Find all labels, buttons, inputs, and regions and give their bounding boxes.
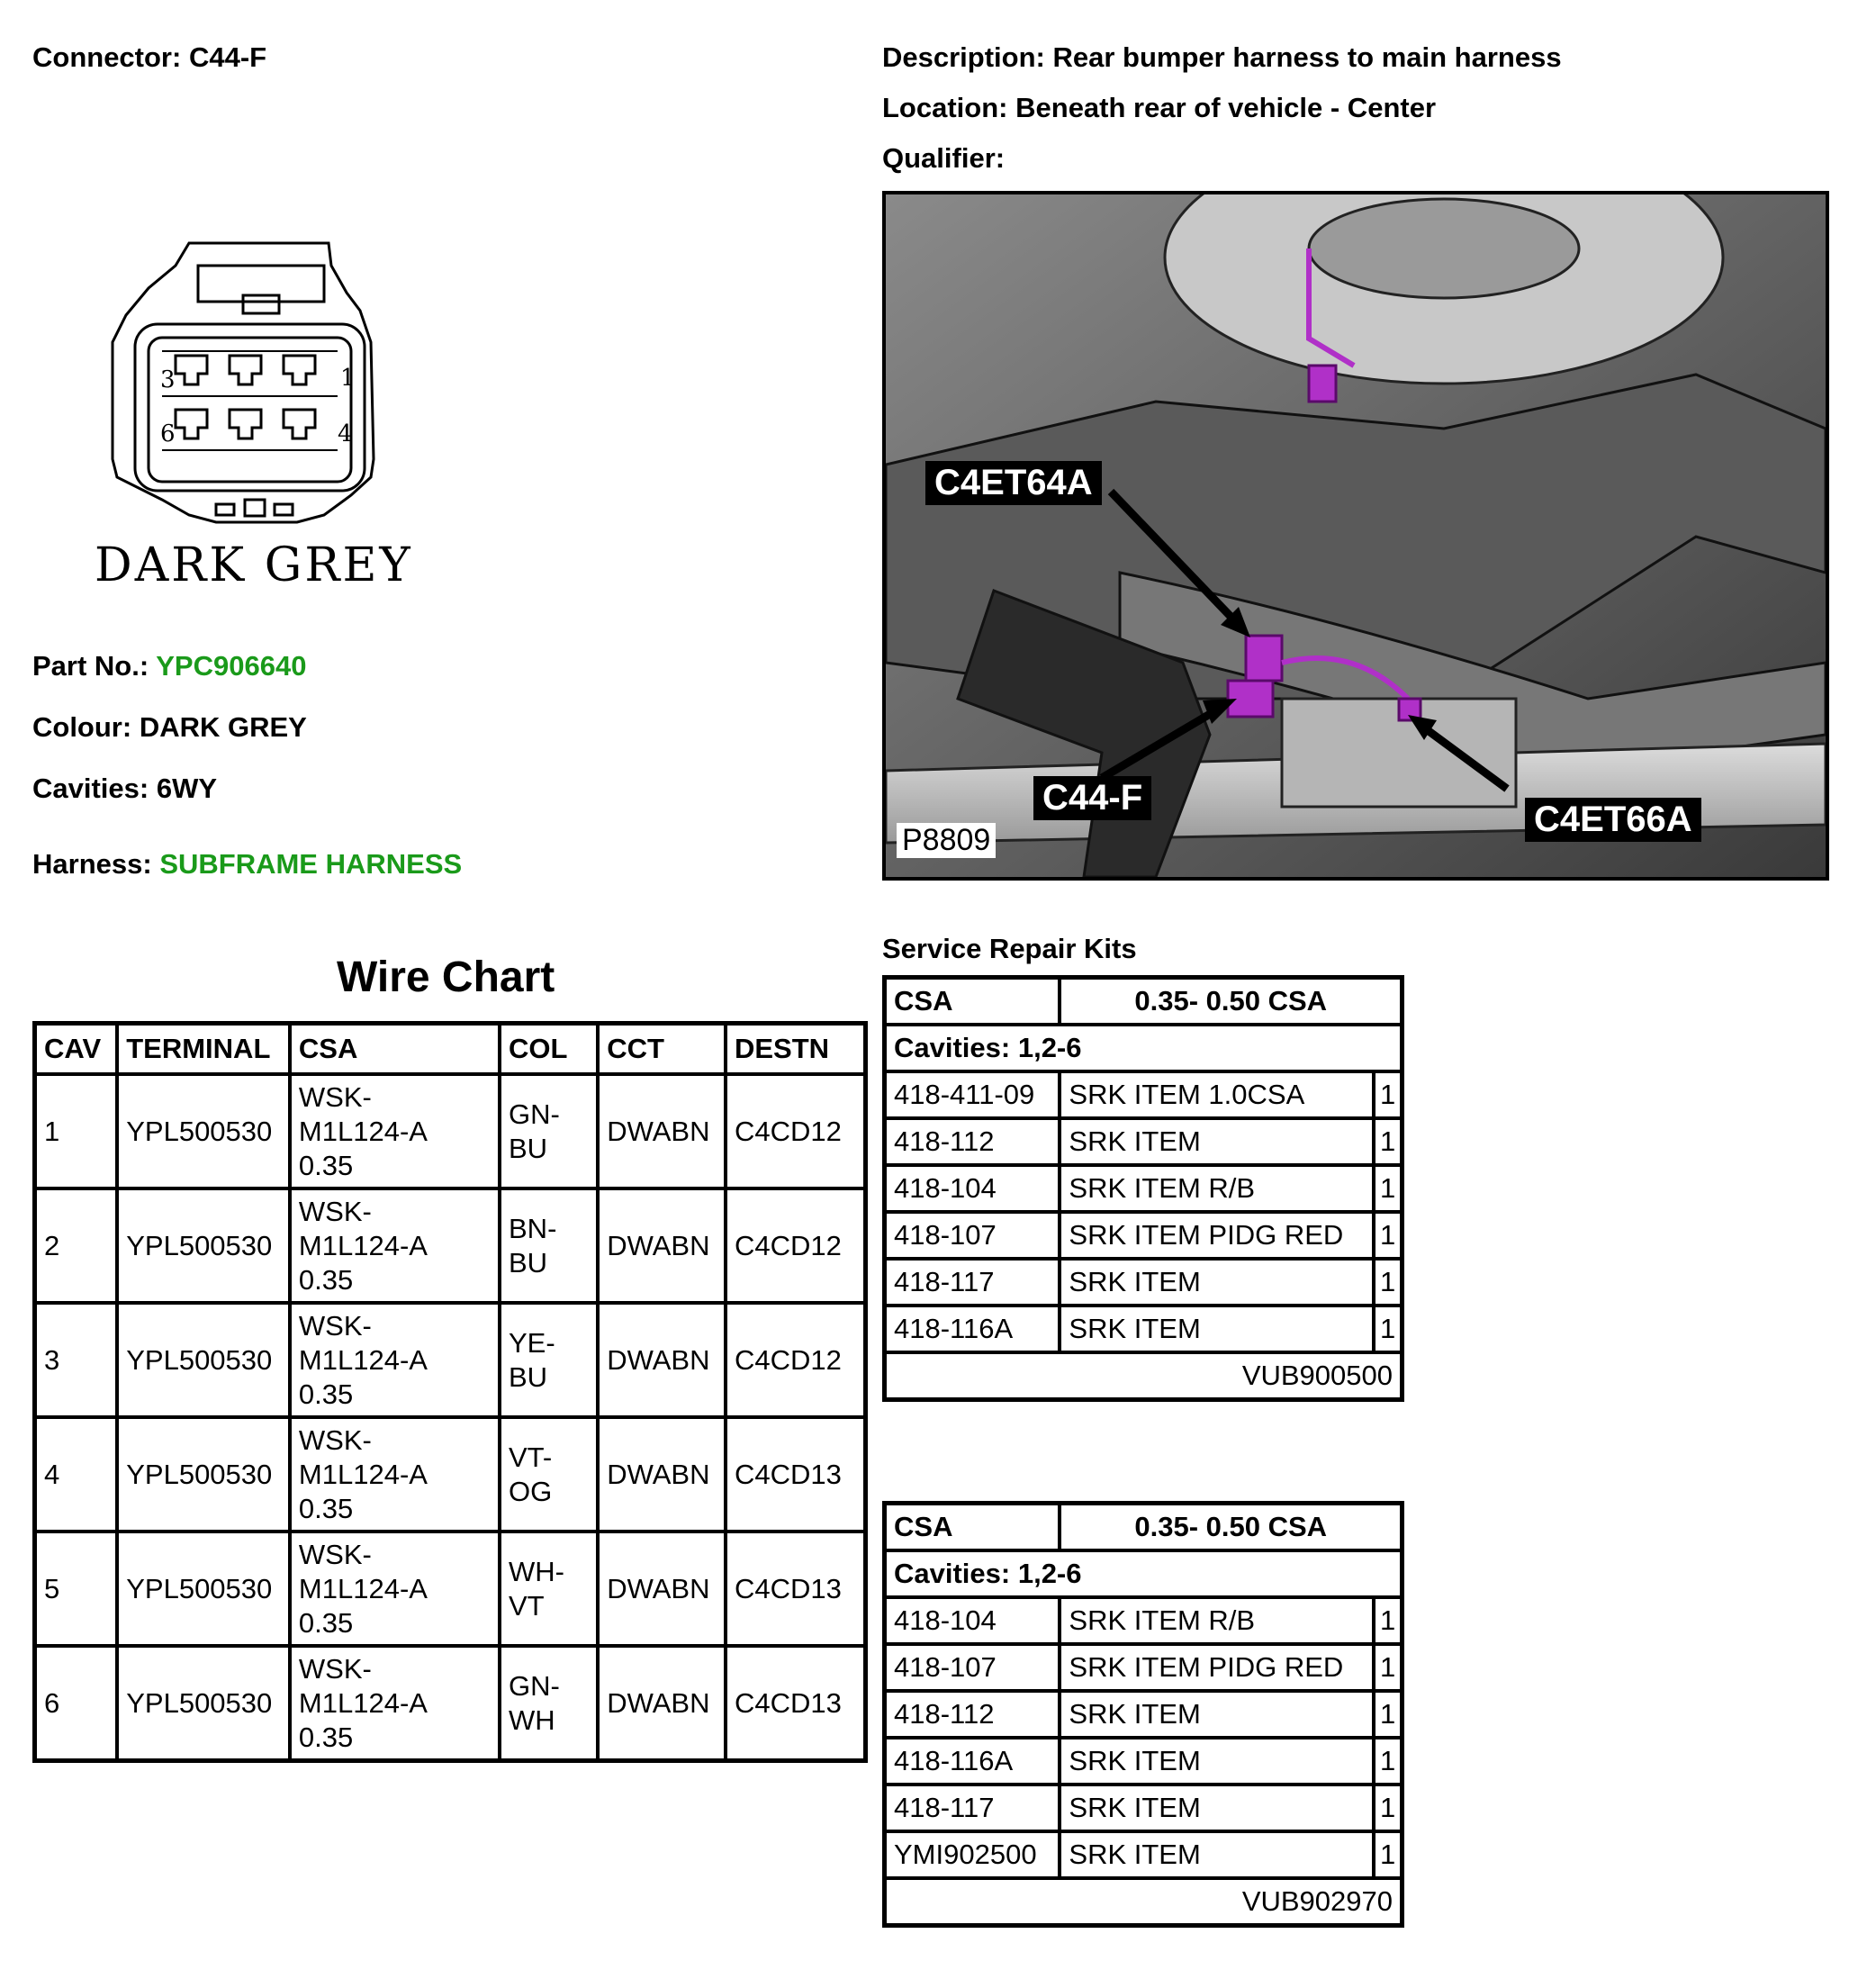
key-slot-center [245, 500, 265, 516]
cct-cell: DWABN [598, 1303, 726, 1417]
destn-cell: C4CD13 [726, 1417, 866, 1532]
table-row [885, 1118, 1403, 1165]
wire-chart-header-row [35, 1024, 866, 1075]
csa-cell: WSK- M1L124-A 0.35 [290, 1646, 500, 1761]
col-cell: VT- OG [500, 1417, 598, 1532]
connector-heading [32, 41, 266, 74]
kit-desc-cell: SRK ITEM [1060, 1738, 1374, 1785]
wire-chart-table [32, 1021, 868, 1763]
kit-number: VUB902970 [885, 1878, 1403, 1926]
cav-cell: 5 [35, 1532, 118, 1646]
cavities-line [32, 773, 217, 805]
cavity-terminals [162, 351, 338, 450]
table-row [885, 1071, 1403, 1118]
connector-label: Connector: [32, 41, 182, 73]
cav-cell: 4 [35, 1417, 118, 1532]
kit-csa-value: 0.35- 0.50 CSA [1060, 978, 1402, 1026]
csa-cell: WSK- M1L124-A 0.35 [290, 1417, 500, 1532]
csa-cell: WSK- M1L124-A 0.35 [290, 1303, 500, 1417]
connector-value: C44-F [188, 41, 267, 73]
table-row [35, 1417, 866, 1532]
terminal-cell: YPL500530 [117, 1417, 290, 1532]
terminal-cell: YPL500530 [117, 1188, 290, 1303]
table-row [885, 1259, 1403, 1306]
kit-cavities-row [885, 1025, 1403, 1071]
colour-line [32, 711, 307, 744]
destn-cell: C4CD12 [726, 1303, 866, 1417]
kit-qty-cell: 1 [1374, 1644, 1402, 1691]
table-row [35, 1532, 866, 1646]
cavities-value: 6WY [156, 773, 218, 804]
location-line [882, 92, 1436, 124]
cct-cell: DWABN [598, 1417, 726, 1532]
part-no-link[interactable]: YPC906640 [156, 650, 307, 682]
csa-cell: WSK- M1L124-A 0.35 [290, 1074, 500, 1188]
destn-cell: C4CD13 [726, 1646, 866, 1761]
kit-part-cell: 418-104 [885, 1597, 1060, 1644]
kit-qty-cell: 1 [1374, 1118, 1402, 1165]
kit-part-cell: 418-112 [885, 1118, 1060, 1165]
cav-cell: 2 [35, 1188, 118, 1303]
csa-cell: WSK- M1L124-A 0.35 [290, 1188, 500, 1303]
callout-c4et64a: C4ET64A [925, 461, 1102, 505]
callout-c4et66a: C4ET66A [1525, 798, 1701, 842]
part-no-line [32, 650, 306, 682]
table-row [35, 1074, 866, 1188]
table-row [885, 1691, 1403, 1738]
column-header-terminal: TERMINAL [117, 1024, 290, 1075]
destn-cell: C4CD12 [726, 1188, 866, 1303]
kit-part-cell: YMI902500 [885, 1831, 1060, 1878]
kit-cavities: Cavities: 1,2-6 [885, 1025, 1403, 1071]
table-row [885, 1644, 1403, 1691]
kit-part-cell: 418-411-09 [885, 1071, 1060, 1118]
kit-part-cell: 418-107 [885, 1644, 1060, 1691]
colour-label: Colour: [32, 711, 132, 743]
kit-qty-cell: 1 [1374, 1597, 1402, 1644]
kit-part-cell: 418-117 [885, 1785, 1060, 1831]
location-image [882, 191, 1829, 881]
table-row [885, 1597, 1403, 1644]
kit-part-cell: 418-116A [885, 1738, 1060, 1785]
kit-csa-row [885, 978, 1403, 1026]
col-cell: YE- BU [500, 1303, 598, 1417]
connector-colour-text: DARK GREY [95, 538, 413, 592]
location-image-drawing [886, 194, 1826, 877]
harness-label: Harness: [32, 848, 152, 880]
kit-desc-cell: SRK ITEM 1.0CSA [1060, 1071, 1374, 1118]
table-row [885, 1165, 1403, 1212]
col-cell: BN- BU [500, 1188, 598, 1303]
kit-part-cell: 418-104 [885, 1165, 1060, 1212]
kit-qty-cell: 1 [1374, 1071, 1402, 1118]
key-slot-right [275, 504, 293, 515]
cct-cell: DWABN [598, 1074, 726, 1188]
table-row [35, 1646, 866, 1761]
kit-qty-cell: 1 [1374, 1259, 1402, 1306]
column-header-cct: CCT [598, 1024, 726, 1075]
table-row [35, 1303, 866, 1417]
cavity-number-6: 6 [160, 420, 176, 447]
cav-cell: 3 [35, 1303, 118, 1417]
kit-part-cell: 418-116A [885, 1306, 1060, 1352]
kit-qty-cell: 1 [1374, 1165, 1402, 1212]
kit-part-cell: 418-117 [885, 1259, 1060, 1306]
qualifier-label: Qualifier: [882, 142, 1006, 174]
destn-cell: C4CD12 [726, 1074, 866, 1188]
kit-desc-cell: SRK ITEM R/B [1060, 1597, 1374, 1644]
connector-shroud [135, 324, 365, 491]
service-kit-table-2 [882, 1501, 1404, 1928]
destn-cell: C4CD13 [726, 1532, 866, 1646]
column-header-cav: CAV [35, 1024, 118, 1075]
table-row [885, 1306, 1403, 1352]
kit-number: VUB900500 [885, 1352, 1403, 1400]
table-row [885, 1738, 1403, 1785]
colour-value: DARK GREY [139, 711, 307, 743]
harness-link[interactable]: SUBFRAME HARNESS [159, 848, 463, 880]
qualifier-line [882, 142, 1005, 175]
kit-qty-cell: 1 [1374, 1831, 1402, 1878]
service-kits-title: Service Repair Kits [882, 933, 1137, 964]
description-label: Description: [882, 41, 1045, 73]
column-header-col: COL [500, 1024, 598, 1075]
kit-cavities: Cavities: 1,2-6 [885, 1550, 1403, 1597]
cct-cell: DWABN [598, 1188, 726, 1303]
cavity-number-4: 4 [338, 420, 353, 447]
kit-desc-cell: SRK ITEM PIDG RED [1060, 1212, 1374, 1259]
kit-desc-cell: SRK ITEM [1060, 1831, 1374, 1878]
kit-part-cell: 418-112 [885, 1691, 1060, 1738]
column-header-destn: DESTN [726, 1024, 866, 1075]
location-label: Location: [882, 92, 1008, 123]
kit-desc-cell: SRK ITEM [1060, 1785, 1374, 1831]
key-slot-left [216, 504, 234, 515]
kit-cavities-row [885, 1550, 1403, 1597]
kit-desc-cell: SRK ITEM [1060, 1306, 1374, 1352]
service-kit-table-1 [882, 975, 1404, 1402]
cavities-label: Cavities: [32, 773, 149, 804]
kit-qty-cell: 1 [1374, 1785, 1402, 1831]
table-row [885, 1785, 1403, 1831]
kit-desc-cell: SRK ITEM PIDG RED [1060, 1644, 1374, 1691]
location-value: Beneath rear of vehicle - Center [1015, 92, 1437, 123]
kit-number-row [885, 1878, 1403, 1926]
cav-cell: 1 [35, 1074, 118, 1188]
column-header-csa: CSA [290, 1024, 500, 1075]
table-row [885, 1831, 1403, 1878]
csa-cell: WSK- M1L124-A 0.35 [290, 1532, 500, 1646]
kit-desc-cell: SRK ITEM [1060, 1118, 1374, 1165]
kit-csa-value: 0.35- 0.50 CSA [1060, 1504, 1402, 1551]
description-line [882, 41, 1562, 74]
part-no-label: Part No.: [32, 650, 149, 682]
cct-cell: DWABN [598, 1646, 726, 1761]
kit-desc-cell: SRK ITEM [1060, 1259, 1374, 1306]
table-row [885, 1212, 1403, 1259]
terminal-cell: YPL500530 [117, 1074, 290, 1188]
terminal-cell: YPL500530 [117, 1303, 290, 1417]
cavity-number-3: 3 [160, 366, 176, 393]
image-reference-number: P8809 [897, 823, 996, 858]
kit-csa-row [885, 1504, 1403, 1551]
kit-qty-cell: 1 [1374, 1691, 1402, 1738]
harness-line [32, 848, 462, 881]
kit-part-cell: 418-107 [885, 1212, 1060, 1259]
callout-c44-f: C44-F [1033, 776, 1151, 820]
col-cell: WH- VT [500, 1532, 598, 1646]
kit-qty-cell: 1 [1374, 1306, 1402, 1352]
connector-face-diagram [90, 225, 450, 594]
col-cell: GN- BU [500, 1074, 598, 1188]
cavity-number-1: 1 [340, 365, 356, 392]
cct-cell: DWABN [598, 1532, 726, 1646]
kit-csa-label: CSA [885, 1504, 1060, 1551]
kit-qty-cell: 1 [1374, 1212, 1402, 1259]
kit-desc-cell: SRK ITEM R/B [1060, 1165, 1374, 1212]
terminal-cell: YPL500530 [117, 1646, 290, 1761]
kit-desc-cell: SRK ITEM [1060, 1691, 1374, 1738]
cav-cell: 6 [35, 1646, 118, 1761]
wire-chart-title: Wire Chart [337, 953, 555, 1001]
table-row [35, 1188, 866, 1303]
kit-csa-label: CSA [885, 978, 1060, 1026]
col-cell: GN- WH [500, 1646, 598, 1761]
description-value: Rear bumper harness to main harness [1052, 41, 1562, 73]
kit-qty-cell: 1 [1374, 1738, 1402, 1785]
kit-number-row [885, 1352, 1403, 1400]
terminal-cell: YPL500530 [117, 1532, 290, 1646]
